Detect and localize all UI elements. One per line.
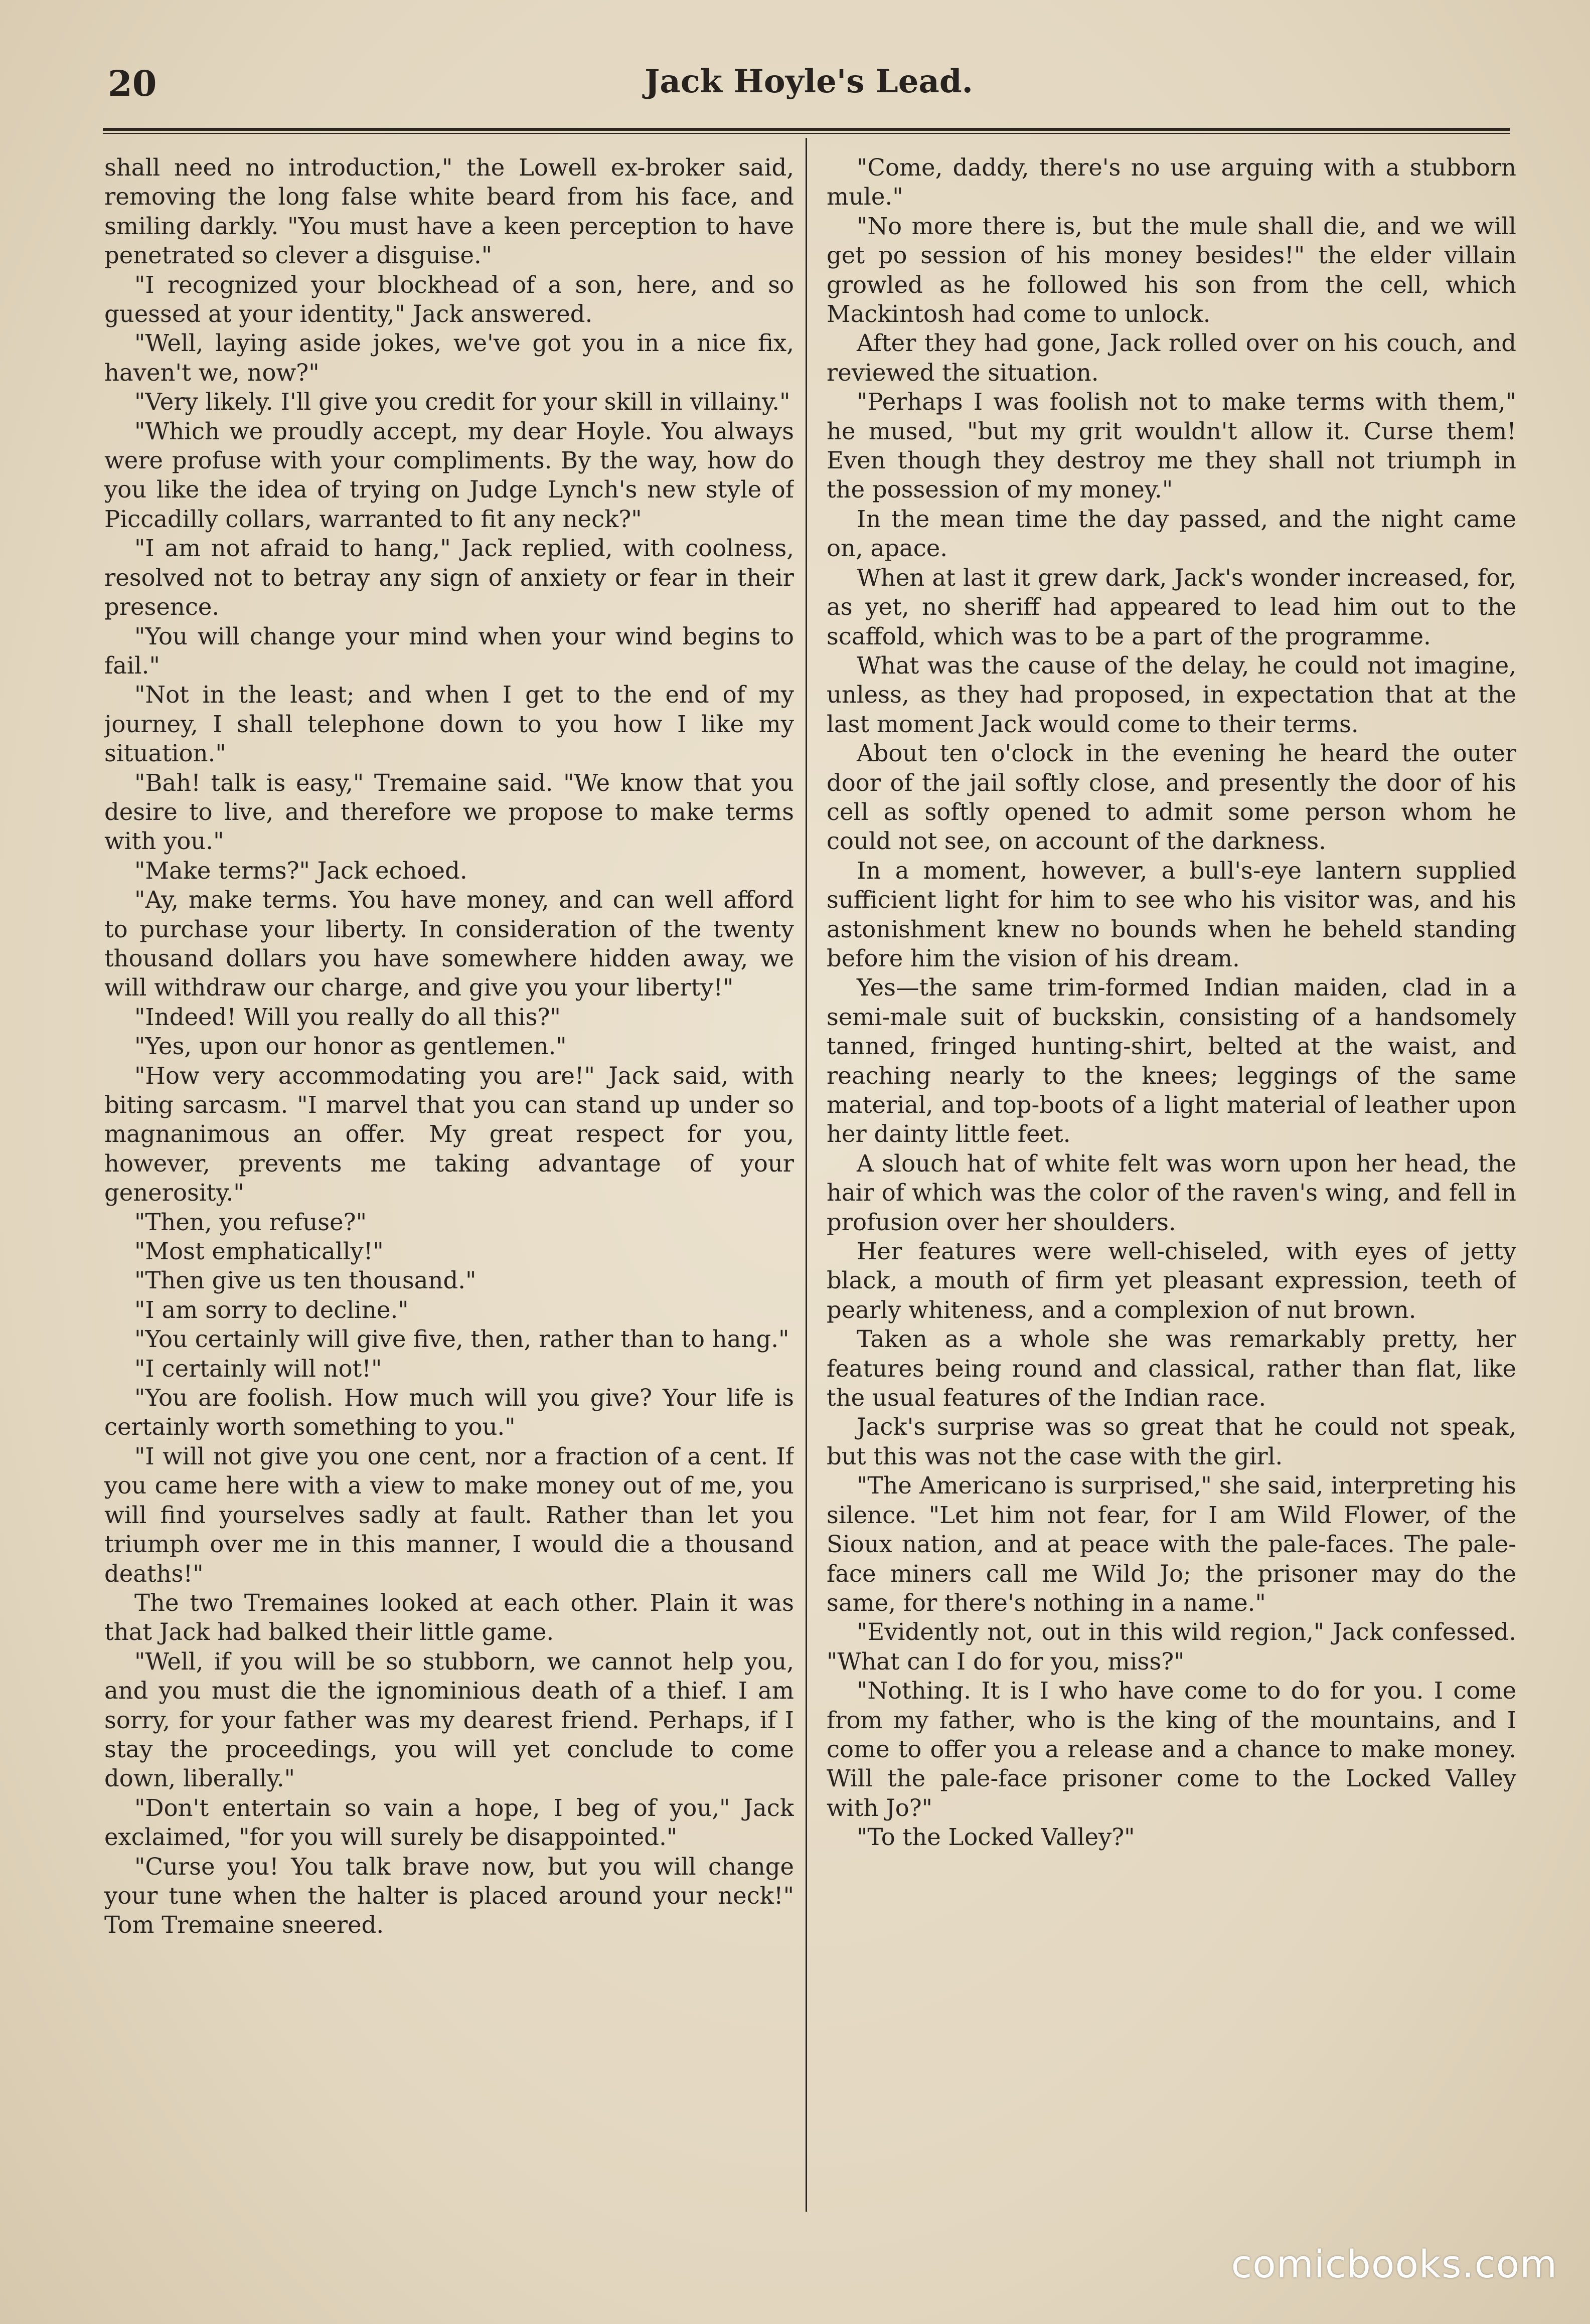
paragraph: "Not in the least; and when I get to the end of my journey, I shall telephone down to you how I like my situation." xyxy=(104,681,794,767)
paragraph: "Bah! talk is easy," Tremaine said. "We know that you desire to live, and therefore we propose to make terms with you." xyxy=(104,769,794,855)
right-column xyxy=(827,153,1516,2214)
paragraph: Jack's surprise was so great that he could not speak, but this was not the case with the girl. xyxy=(827,1413,1516,1470)
paragraph: What was the cause of the delay, he could not imagine, unless, as they had proposed, in expectation that at the last moment Jack would come to their terms. xyxy=(827,651,1516,738)
page-number: 20 xyxy=(108,63,157,104)
paragraph: "Ay, make terms. You have money, and can well afford to purchase your liberty. In consideration of the twenty thousand dollars you have somewhere hidden away, we will withdraw our charge, and give you your liberty!" xyxy=(104,886,794,1002)
paragraph: "Then give us ten thousand." xyxy=(134,1267,476,1294)
paragraph: "To the Locked Valley?" xyxy=(857,1823,1135,1851)
column-divider xyxy=(806,138,807,2212)
paragraph: After they had gone, Jack rolled over on his couch, and reviewed the situation. xyxy=(827,329,1516,386)
paragraph: "Well, laying aside jokes, we've got you in a nice fix, haven't we, now?" xyxy=(104,329,794,386)
paragraph: "Perhaps I was foolish not to make terms with them," he mused, "but my grit wouldn't allow it. Curse them! Even though they destroy me they shall not triumph in the possession of my money." xyxy=(827,388,1516,504)
paragraph: About ten o'clock in the evening he heard the outer door of the jail softly close, and presently the door of his cell as softly opened to admit some person whom he could not see, on account of the darkness. xyxy=(827,740,1516,855)
paragraph: "Evidently not, out in this wild region," Jack confessed. "What can I do for you, miss?" xyxy=(827,1618,1516,1675)
paragraph: "You certainly will give five, then, rather than to hang." xyxy=(134,1325,789,1353)
paragraph: "Make terms?" Jack echoed. xyxy=(134,857,467,884)
paragraph: "Yes, upon our honor as gentlemen." xyxy=(134,1033,567,1060)
paragraph: "Nothing. It is I who have come to do for you. I come from my father, who is the king of the mountains, and I come to offer you a release and a chance to make money. Will the pale-face prisoner come to the Locked Valley with Jo?" xyxy=(827,1677,1516,1821)
paragraph: In the mean time the day passed, and the night came on, apace. xyxy=(827,505,1516,562)
paragraph: "Well, if you will be so stubborn, we cannot help you, and you must die the ignominious death of a thief. I am sorry, for your father was my dearest friend. Perhaps, if I stay the proceedings, you will yet conclude to come down, liberally." xyxy=(104,1647,794,1792)
paragraph: "The Americano is surprised," she said, interpreting his silence. "Let him not fear, for I am Wild Flower, of the Sioux nation, and at peace with the pale-faces. The pale-face miners call me Wild Jo; the prisoner may do the same, for there's nothing in a name." xyxy=(827,1472,1516,1616)
paragraph: "You will change your mind when your wind begins to fail." xyxy=(104,622,794,679)
paragraph: "Then, you refuse?" xyxy=(134,1208,367,1236)
paragraph: "Very likely. I'll give you credit for your skill in villainy." xyxy=(134,388,790,416)
paragraph: "Curse you! You talk brave now, but you will change your tune when the halter is placed around your neck!" Tom Tremaine sneered. xyxy=(104,1853,794,1939)
paragraph: Taken as a whole she was remarkably pretty, her features being round and classical, rather than flat, like the usual features of the Indian race. xyxy=(827,1325,1516,1412)
paragraph: "Which we proudly accept, my dear Hoyle. You always were profuse with your compliments. By the way, how do you like the idea of trying on Judge Lynch's new style of Piccadilly collars, warranted to fit any neck?" xyxy=(104,417,794,533)
paragraph: "Most emphatically!" xyxy=(134,1238,384,1265)
paragraph: "I will not give you one cent, nor a fraction of a cent. If you came here with a view to make money out of me, you will find yourselves sadly at fault. Rather than let you triumph over me in this manner, I would die a thousand deaths!" xyxy=(104,1442,794,1587)
paragraph: "I recognized your blockhead of a son, here, and so guessed at your identity," Jack answered. xyxy=(104,271,794,328)
paragraph: Her features were well-chiseled, with eyes of jetty black, a mouth of firm yet pleasant expression, teeth of pearly whiteness, and a complexion of nut brown. xyxy=(827,1238,1516,1323)
paragraph: Yes—the same trim-formed Indian maiden, clad in a semi-male suit of buckskin, consisting of a handsomely tanned, fringed hunting-shirt, belted at the waist, and reaching nearly to the knees; leggings of the same material, and top-boots of a light material of leather upon her dainty little feet. xyxy=(827,974,1516,1148)
paragraph: In a moment, however, a bull's-eye lantern supplied sufficient light for him to see who his visitor was, and his astonishment knew no bounds when he beheld standing before him the vision of his dream. xyxy=(827,857,1516,972)
header-rule xyxy=(103,128,1510,134)
paragraph: "I am not afraid to hang," Jack replied, with coolness, resolved not to betray any sign of anxiety or fear in their presence. xyxy=(104,535,794,621)
paragraph: "No more there is, but the mule shall die, and we will get po session of his money besides!" the elder villain growled as he followed his son from the cell, which Mackintosh had come to unlock. xyxy=(827,212,1516,328)
paragraph: When at last it grew dark, Jack's wonder increased, for, as yet, no sheriff had appeared to lead him out to the scaffold, which was to be a part of the programme. xyxy=(827,564,1516,650)
paragraph: A slouch hat of white felt was worn upon her head, the hair of which was the color of the raven's wing, and fell in profusion over her shoulders. xyxy=(827,1149,1516,1236)
running-title: Jack Hoyle's Lead. xyxy=(645,63,973,100)
paragraph: "I certainly will not!" xyxy=(134,1355,382,1382)
left-column xyxy=(104,153,794,2214)
paragraph: "How very accommodating you are!" Jack said, with biting sarcasm. "I marvel that you can stand up under so magnanimous an offer. My great respect for you, however, prevents me taking advantage of your generosity." xyxy=(104,1062,794,1207)
paragraph: "Indeed! Will you really do all this?" xyxy=(134,1003,561,1031)
paragraph: shall need no introduction," the Lowell ex-broker said, removing the long false white beard from his face, and smiling darkly. "You must have a keen perception to have penetrated so clever a disguise." xyxy=(104,154,794,269)
paragraph: "You are foolish. How much will you give? Your life is certainly worth something to you." xyxy=(104,1384,794,1441)
paragraph: "Don't entertain so vain a hope, I beg of you," Jack exclaimed, "for you will surely be disappointed." xyxy=(104,1794,794,1851)
paragraph: "I am sorry to decline." xyxy=(134,1296,409,1323)
paragraph: "Come, daddy, there's no use arguing with a stubborn mule." xyxy=(827,154,1516,211)
paragraph: The two Tremaines looked at each other. Plain it was that Jack had balked their little game. xyxy=(104,1589,794,1646)
watermark: comicbooks.com xyxy=(1231,2242,1557,2286)
page-header xyxy=(108,63,1510,118)
